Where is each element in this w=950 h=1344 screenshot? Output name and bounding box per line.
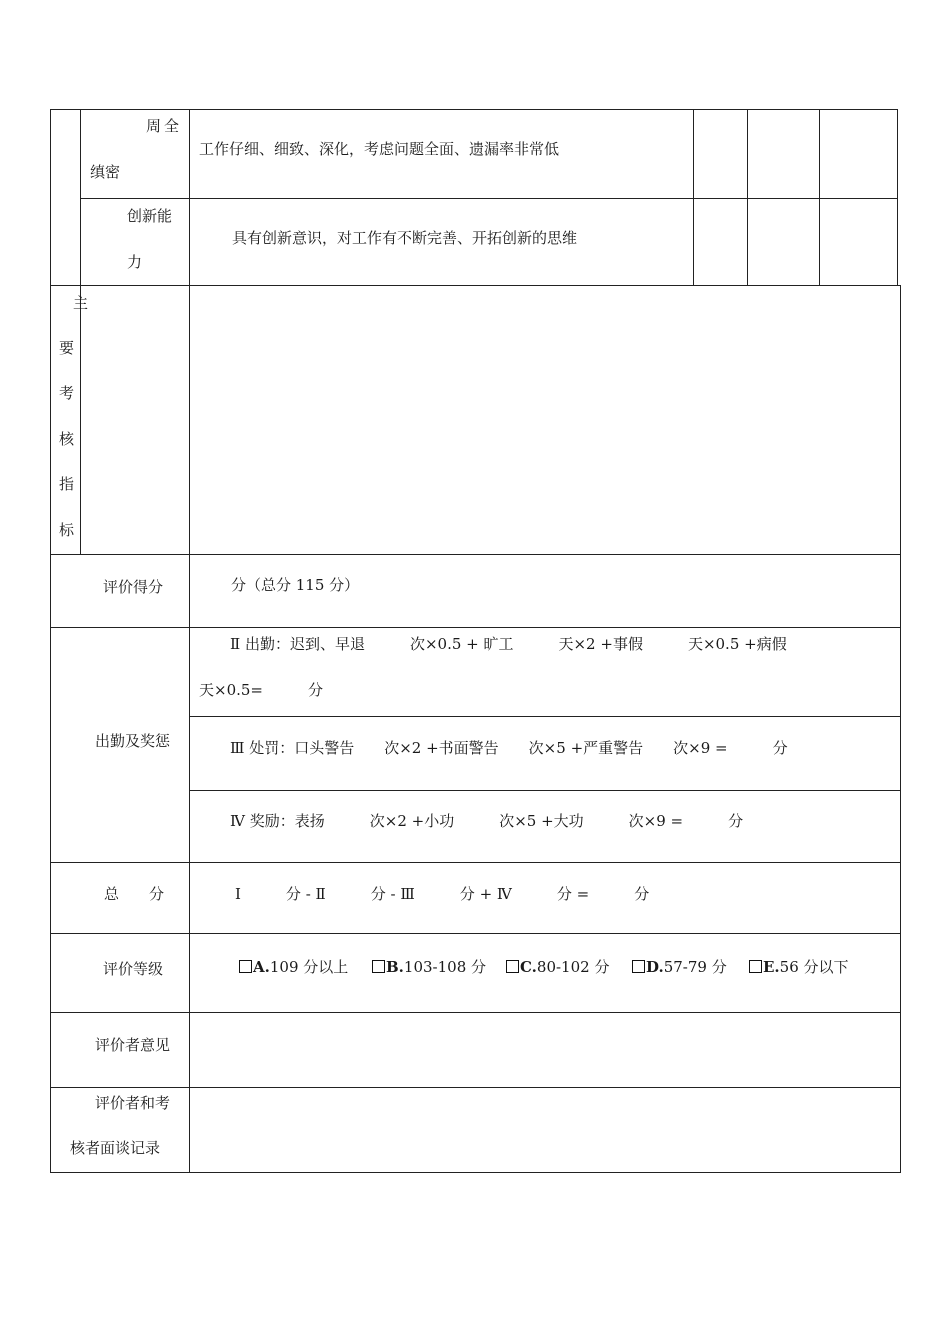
- criterion-label: 缜密: [90, 163, 121, 181]
- checkbox-icon[interactable]: [749, 960, 762, 973]
- grade-option-c[interactable]: [506, 957, 609, 977]
- interview-record-field[interactable]: [190, 1088, 900, 1172]
- grade-option-b[interactable]: [372, 957, 486, 977]
- score-text: 分（总分 115 分）: [231, 576, 360, 594]
- interview-label: 评价者和考: [95, 1094, 171, 1112]
- criterion-description: 具有创新意识，对工作有不断完善、开拓创新的思维: [232, 229, 578, 247]
- main-indicators-label: 核: [59, 430, 75, 448]
- evaluator-opinion-field[interactable]: [190, 1013, 900, 1087]
- attendance-label: 出勤及奖惩: [95, 732, 171, 750]
- score-label: 评价得分: [103, 578, 164, 596]
- main-indicators-label: 标: [59, 521, 75, 539]
- main-indicators-label: 考: [59, 384, 75, 402]
- grade-letter: A.: [253, 958, 270, 976]
- penalty-line: Ⅲ 处罚：口头警告 次×2 +书面警告 次×5 +严重警告 次×9 = 分: [230, 739, 788, 757]
- grade-range: 56 分以下: [779, 958, 849, 976]
- grade-letter: C.: [520, 958, 537, 976]
- attendance-line: Ⅱ 出勤：迟到、早退 次×0.5 + 旷工 天×2 +事假 天×0.5 +病假: [230, 635, 787, 653]
- total-label: 总 分: [104, 885, 165, 903]
- grade-letter: D.: [646, 958, 664, 976]
- criterion-label: 力: [127, 253, 143, 271]
- total-formula: Ⅰ 分 - Ⅱ 分 - Ⅲ 分 + Ⅳ 分 = 分: [235, 885, 650, 903]
- reward-line: Ⅳ 奖励：表扬 次×2 +小功 次×5 +大功 次×9 = 分: [230, 812, 744, 830]
- grade-letter: B.: [386, 958, 404, 976]
- grade-option-e[interactable]: [749, 957, 849, 977]
- grade-option-d[interactable]: [632, 957, 727, 977]
- grade-range: 109 分以上: [269, 958, 349, 976]
- grade-range: 57-79 分: [663, 958, 727, 976]
- grade-label: 评价等级: [103, 960, 164, 978]
- main-indicators-label: 主: [73, 294, 89, 312]
- checkbox-icon[interactable]: [506, 960, 519, 973]
- main-indicators-field[interactable]: [190, 286, 900, 554]
- checkbox-icon[interactable]: [239, 960, 252, 973]
- grade-letter: E.: [763, 958, 780, 976]
- criterion-label: 创新能: [127, 207, 173, 225]
- checkbox-icon[interactable]: [372, 960, 385, 973]
- grade-range: 103-108 分: [403, 958, 487, 976]
- interview-label: 核者面谈记录: [70, 1139, 161, 1157]
- evaluator-opinion-label: 评价者意见: [95, 1036, 171, 1054]
- criterion-label: 周全: [146, 117, 183, 135]
- grade-range: 80-102 分: [536, 958, 610, 976]
- main-indicators-label: 指: [59, 475, 75, 493]
- criterion-description: 工作仔细、细致、深化，考虑问题全面、遗漏率非常低: [199, 140, 560, 158]
- grade-option-a[interactable]: [239, 957, 348, 977]
- main-indicators-label: 要: [59, 339, 75, 357]
- checkbox-icon[interactable]: [632, 960, 645, 973]
- attendance-line: 天×0.5= 分: [199, 681, 323, 699]
